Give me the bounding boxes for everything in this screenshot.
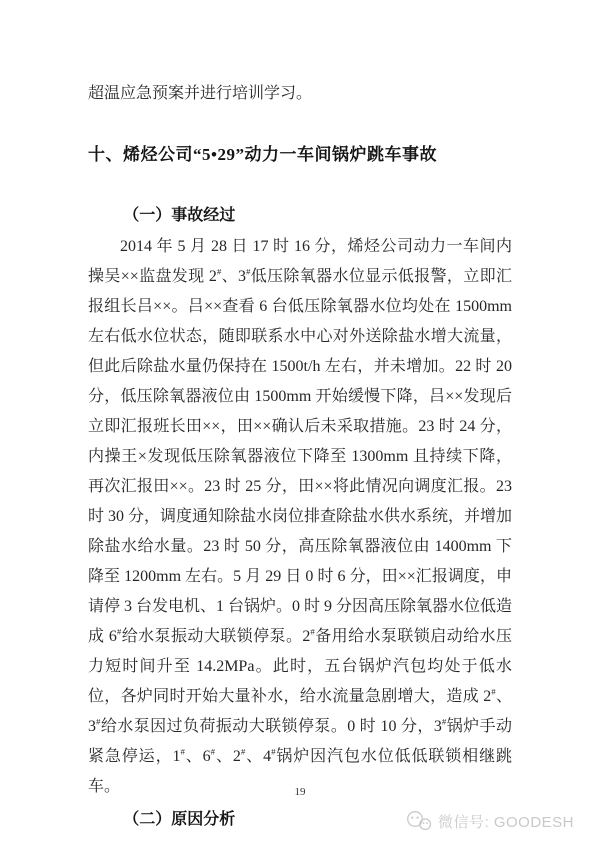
chapter-heading: 十、烯烃公司“5•29”动力一车间锅炉跳车事故 [88, 145, 437, 164]
incident-course-paragraph: 2014 年 5 月 28 日 17 时 16 分，烯烃公司动力一车间内操吴××监盘发现 2#、3#低压除氧器水位显示低报警，立即汇报组长吕××。吕××查看 6 台低压除氧器水位均处在 1500mm 左右低水位状态，随即联系水中心对外送除盐水增大流量，但此后除盐水量仍保持在 1500t/h 左右，并未增加。22 时 20 分，低压除氧器液位由 1500mm 开始缓慢下降，吕××发现后立即汇报班长田××，田××确认后未采取措施。23 时 24 分，内操王×发现低压除氧器液位下降至 1300mm 且持续下降，再次汇报田××。23 时 25 分，田××将此情况向调度汇报。23 时 30 分，调度通知除盐水岗位排查除盐水供水系统，并增加除盐水给水量。23 时 50 分，高压除氧器液位由 1400mm 下降至 1200mm 左右。5 月 29 日 0 时 6 分，田××汇报调度，申请停 3 台发电机、1 台锅炉。0 时 9 分因高压除氧器水位低造成 6#给水泵振动大联锁停泵。2#备用给水泵联锁启动给水压力短时间升至 14.2MPa。此时，五台锅炉汽包均处于低水位，各炉同时开始大量补水，给水流量急剧增大，造成 2#、3#给水泵因过负荷振动大联锁停泵。0 时 10 分，3#锅炉手动紧急停运，1#、6#、2#、4#锅炉因汽包水位低低联锁相继跳车。 [88, 238, 513, 795]
subsection-heading-incident-course: （一）事故经过 [123, 207, 236, 224]
subsection-heading-cause-analysis: （二）原因分析 [123, 811, 236, 828]
watermark [406, 810, 574, 832]
page-number: 19 [294, 786, 306, 798]
watermark-text: 微信号: GOODESH [437, 813, 574, 831]
wechat-icon [406, 810, 432, 832]
continuation-paragraph: 超温应急预案并进行培训学习。 [88, 85, 313, 102]
